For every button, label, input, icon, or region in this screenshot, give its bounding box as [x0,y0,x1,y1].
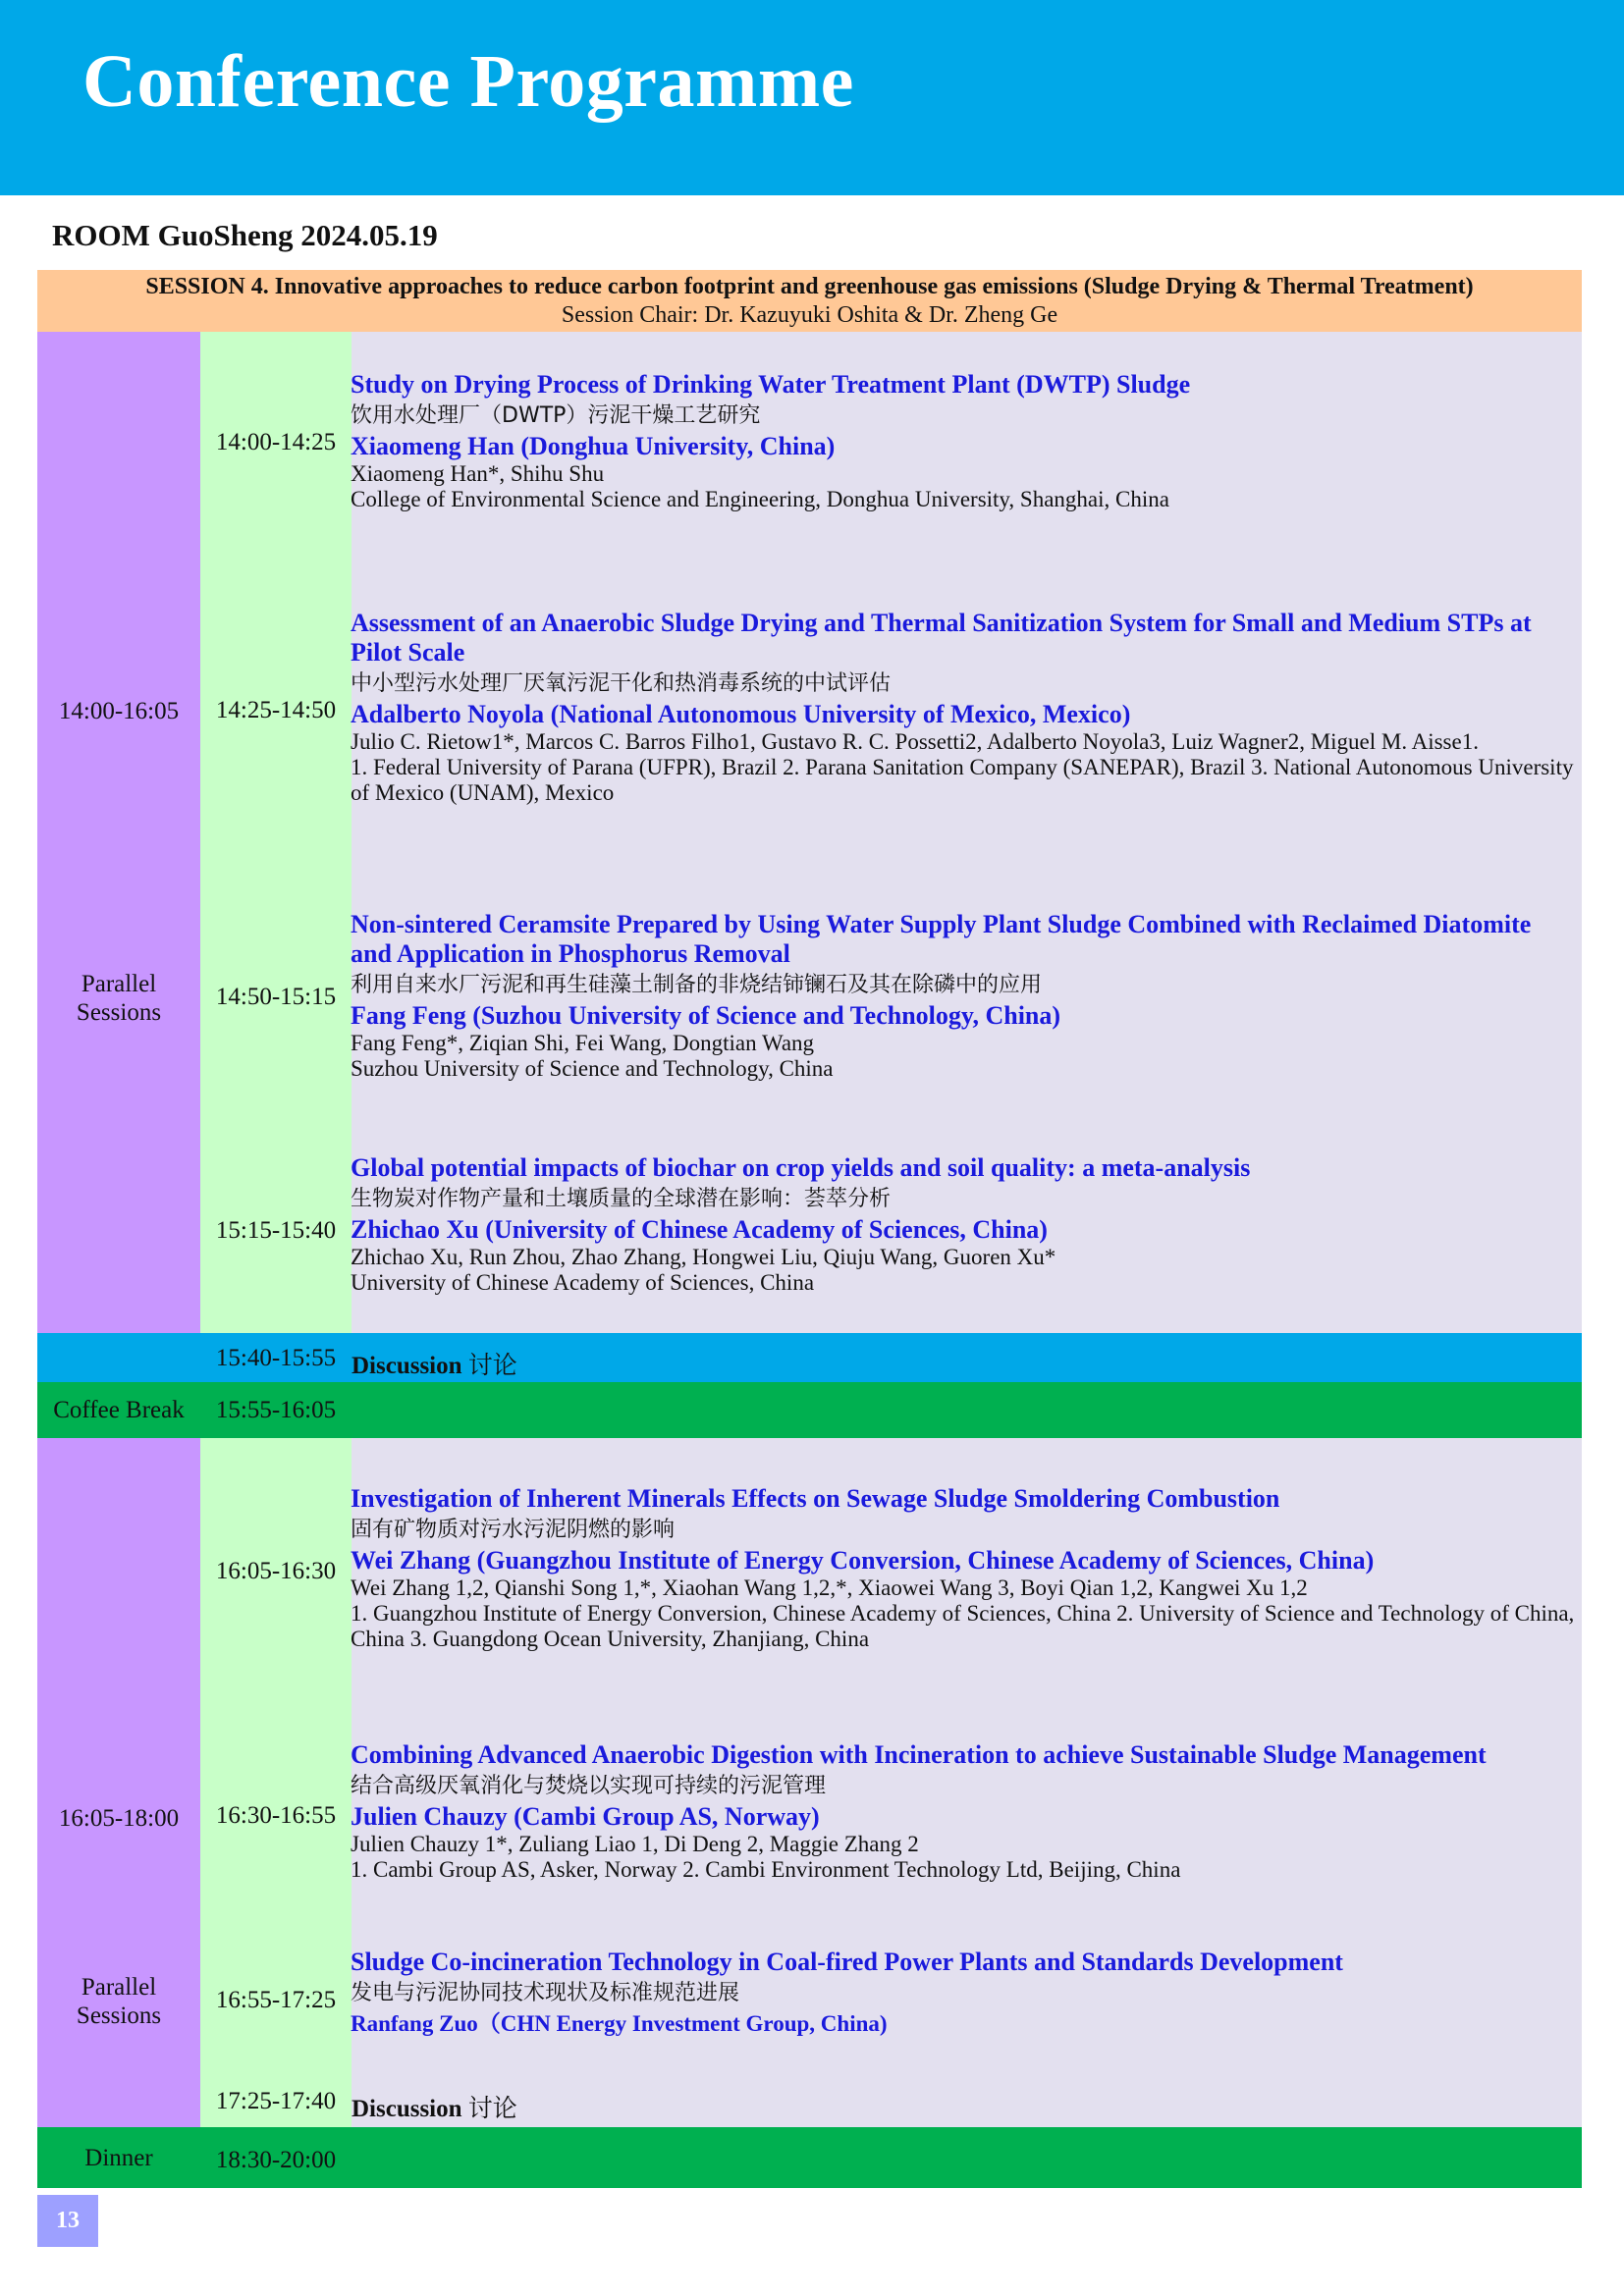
talk-affiliation: 1. Cambi Group AS, Asker, Norway 2. Cambi Environment Technology Ltd, Beijing, China [351,1857,1181,1882]
talk-time: 16:55-17:25 [215,1987,337,2013]
discussion-time: 17:25-17:40 [215,2088,337,2114]
talk-time: 14:50-15:15 [215,984,337,1010]
talk-authors: Julien Chauzy 1*, Zuliang Liao 1, Di Deng 2, Maggie Zhang 2 [351,1832,919,1856]
block1-label [37,970,200,1027]
talk-title: Non-sintered Ceramsite Prepared by Using Water Supply Plant Sludge Combined with Reclaimed Diatomite and Application in Phosphorus Removal [351,910,1532,968]
talk-time: 15:15-15:40 [215,1217,337,1244]
discussion-label [352,1346,517,1381]
talk-speaker: Adalberto Noyola (National Autonomous University of Mexico, Mexico) [351,700,1131,728]
session-chair: Session Chair: Dr. Kazuyuki Oshita & Dr. Zheng Ge [561,302,1058,328]
talk-time: 16:30-16:55 [215,1802,337,1829]
talk-title: Combining Advanced Anaerobic Digestion with Incineration to achieve Sustainable Sludge Management [351,1740,1487,1769]
discussion-label [352,2089,517,2124]
discussion-time: 15:40-15:55 [215,1345,337,1371]
block1-time-column [200,332,352,1333]
talk-affiliation: University of Chinese Academy of Sciences, China [351,1270,815,1295]
talk-title: Study on Drying Process of Drinking Water Treatment Plant (DWTP) Sludge [351,370,1191,399]
talk-item [351,1740,1578,1883]
talk-speaker: Xiaomeng Han (Donghua University, China) [351,432,836,460]
talk-speaker: Fang Feng (Suzhou University of Science and Technology, China) [351,1001,1061,1030]
talk-title-zh: 结合高级厌氧消化与焚烧以实现可持续的污泥管理 [351,1774,827,1798]
talk-item [351,1484,1578,1652]
talk-item [351,1153,1578,1296]
talk-time: 16:05-16:30 [215,1558,337,1584]
discussion-label-zh: 讨论 [467,1351,517,1379]
talk-authors: Julio C. Rietow1*, Marcos C. Barros Filho1, Gustavo R. C. Possetti2, Adalberto Noyola3, Luiz Wagner2, Miguel M. Aisse1. [351,729,1479,754]
talk-speaker: Wei Zhang (Guangzhou Institute of Energy Conversion, Chinese Academy of Sciences, China) [351,1546,1375,1575]
talk-title-zh: 固有矿物质对污水污泥阴燃的影响 [351,1518,676,1542]
talk-authors: Wei Zhang 1,2, Qianshi Song 1,*, Xiaohan Wang 1,2,*, Xiaowei Wang 3, Boyi Qian 1,2, Kangwei Xu 1,2 [351,1575,1308,1600]
page-header [0,0,1624,195]
session-header [37,270,1582,332]
block2-time-column [200,1438,352,2127]
block2-time: 16:05-18:00 [58,1805,180,1832]
talk-title: Assessment of an Anaerobic Sludge Drying and Thermal Sanitization System for Small and Medium STPs at Pilot Scale [351,609,1532,667]
talk-time: 14:25-14:50 [215,697,337,723]
session-title: SESSION 4. Innovative approaches to reduce carbon footprint and greenhouse gas emissions (Sludge Drying & Thermal Treatment) [145,274,1474,299]
room-heading: ROOM GuoSheng 2024.05.19 [52,218,438,252]
block2-label-line1: Parallel [81,1974,157,2001]
talk-title: Sludge Co-incineration Technology in Coal-fired Power Plants and Standards Development [351,1948,1343,1976]
talk-authors: Fang Feng*, Ziqian Shi, Fei Wang, Dongtian Wang [351,1031,815,1055]
talk-affiliation: Suzhou University of Science and Technology, China [351,1056,834,1081]
block1-label-line2: Sessions [76,999,162,1026]
block2-label [37,1973,200,2030]
talk-item [351,910,1578,1082]
talk-title: Global potential impacts of biochar on crop yields and soil quality: a meta-analysis [351,1153,1251,1182]
talk-title: Investigation of Inherent Minerals Effects on Sewage Sludge Smoldering Combustion [351,1484,1280,1513]
block1-time: 14:00-16:05 [58,698,180,724]
discussion-label-en: Discussion [352,2096,462,2122]
talk-title-zh: 生物炭对作物产量和土壤质量的全球潜在影响：荟萃分析 [351,1187,892,1211]
talk-authors: Zhichao Xu, Run Zhou, Zhao Zhang, Hongwei Liu, Qiuju Wang, Guoren Xu* [351,1245,1056,1269]
talk-title-zh: 发电与污泥协同技术现状及标准规范进展 [351,1981,740,2005]
dinner-label: Dinner [84,2145,153,2171]
talk-time: 14:00-14:25 [215,429,337,455]
talk-title-zh: 利用自来水厂污泥和再生硅藻土制备的非烧结铈镧石及其在除磷中的应用 [351,973,1043,997]
block2-label-line2: Sessions [76,2002,162,2029]
coffee-break-label: Coffee Break [53,1397,185,1423]
talk-item [351,609,1578,806]
talk-item [351,370,1578,512]
talk-affiliation: 1. Federal University of Parana (UFPR), Brazil 2. Parana Sanitation Company (SANEPAR), Brazil 3. National Autonomous University of Mexico (UNAM), Mexico [351,755,1574,805]
talk-speaker: Julien Chauzy (Cambi Group AS, Norway) [351,1802,820,1831]
page-number: 13 [37,2195,98,2247]
talk-affiliation: 1. Guangzhou Institute of Energy Conversion, Chinese Academy of Sciences, China 2. University of Science and Technology of China, China 3. Guangdong Ocean University, Zhanjiang, China [351,1601,1575,1651]
dinner-time: 18:30-20:00 [215,2147,337,2173]
block1-label-line1: Parallel [81,971,157,997]
talk-affiliation: College of Environmental Science and Engineering, Donghua University, Shanghai, China [351,487,1169,511]
block1-side [37,332,200,1333]
talk-speaker: Zhichao Xu (University of Chinese Academy of Sciences, China) [351,1215,1048,1244]
page-title: Conference Programme [82,40,854,123]
discussion-label-en: Discussion [352,1353,462,1379]
talk-speaker: Ranfang Zuo（CHN Energy Investment Group, China) [351,2011,888,2036]
talk-item [351,1948,1578,2039]
coffee-break-time: 15:55-16:05 [215,1397,337,1423]
talk-title-zh: 饮用水处理厂（DWTP）污泥干燥工艺研究 [351,403,761,428]
talk-authors: Xiaomeng Han*, Shihu Shu [351,461,605,486]
talk-title-zh: 中小型污水处理厂厌氧污泥干化和热消毒系统的中试评估 [351,671,892,696]
discussion-label-zh: 讨论 [467,2094,517,2122]
